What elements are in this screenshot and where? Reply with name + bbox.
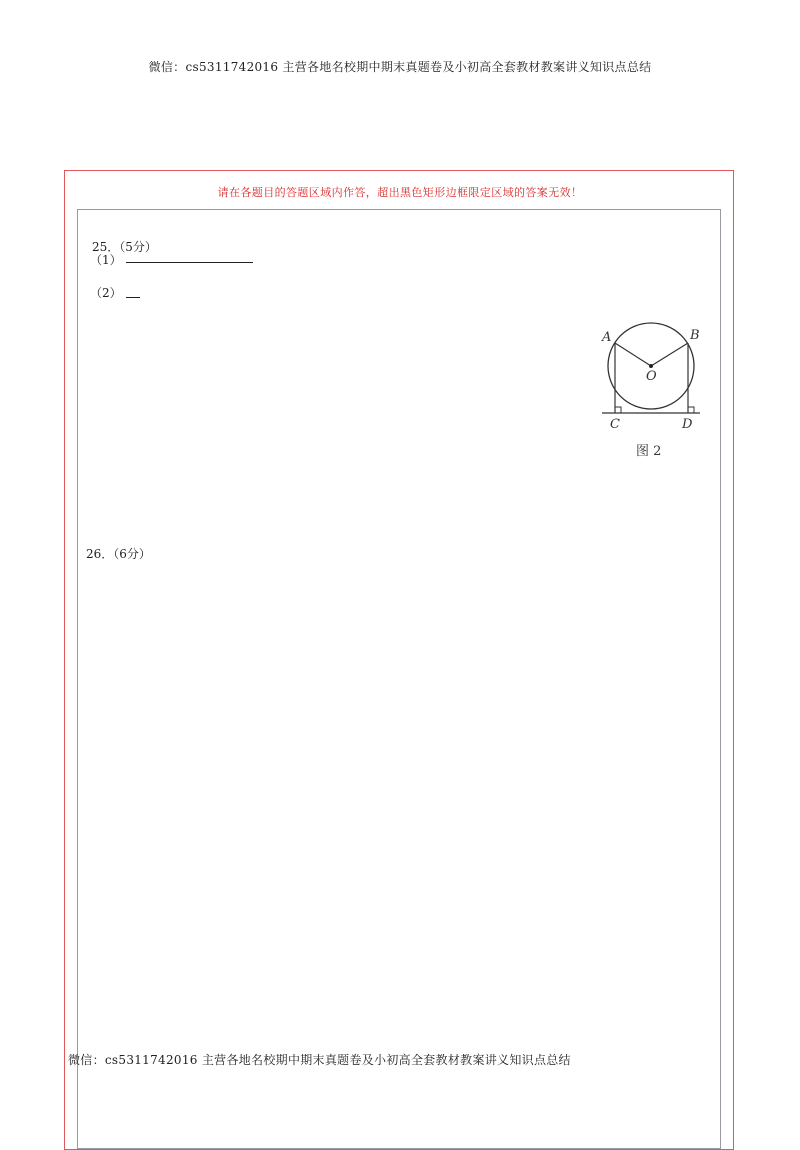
point-label-b: B: [690, 328, 700, 343]
question-25-part1-label: （1）: [90, 253, 122, 267]
header-watermark: 微信：cs5311742016 主营各地名校期中期末真题卷及小初高全套教材教案讲义知识点总结: [148, 60, 652, 74]
question-25-part1-answer-blank[interactable]: [126, 262, 253, 263]
point-label-c: C: [610, 417, 620, 432]
figure-caption: 图 2: [636, 444, 662, 459]
point-label-o: O: [646, 369, 657, 384]
right-angle-c-mark: [615, 407, 621, 413]
right-angle-d-mark: [688, 407, 694, 413]
point-label-a: A: [602, 330, 612, 345]
footer-watermark: 微信：cs5311742016 主营各地名校期中期末真题卷及小初高全套教材教案讲义知识点总结: [68, 1053, 571, 1067]
point-label-d: D: [682, 417, 693, 432]
question-25-part2-answer-blank[interactable]: [126, 297, 140, 298]
question-25-title: 25．（5分）: [92, 240, 157, 254]
question-26-title: 26．（6分）: [86, 547, 151, 561]
segment-ob: [651, 343, 688, 366]
question-25-part2-label: （2）: [90, 286, 122, 300]
segment-oa: [615, 343, 651, 366]
answer-region-warning: 请在各题目的答题区域内作答，超出黑色矩形边框限定区域的答案无效！: [217, 186, 583, 199]
center-point-o: [649, 364, 653, 368]
